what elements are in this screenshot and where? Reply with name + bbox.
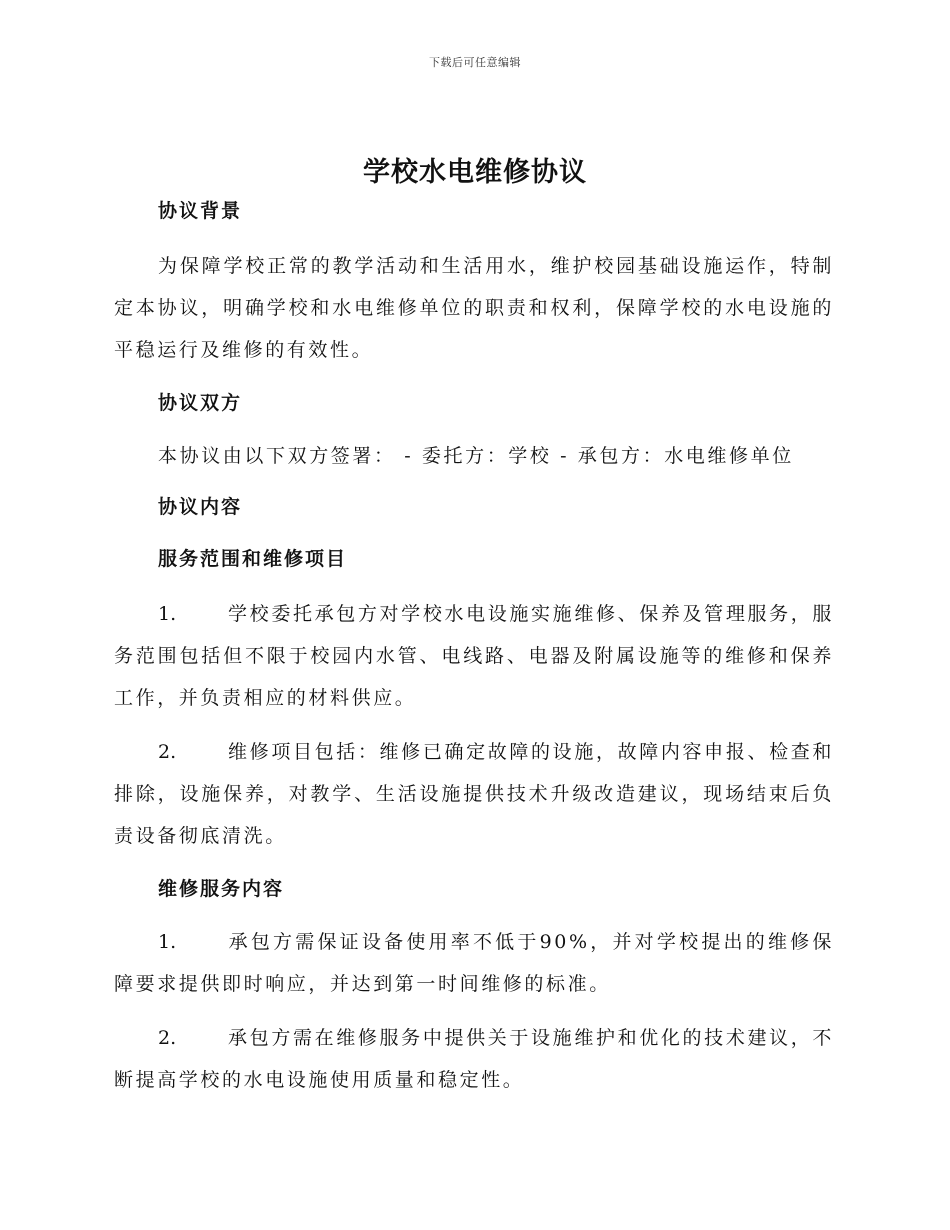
list-item-text: 学校委托承包方对学校水电设施实施维修、保养及管理服务，服务范围包括但不限于校园内水管、电线路、电器及附属设施等的维修和保养工作，并负责相应的材料供应。 bbox=[114, 603, 834, 709]
list-item-text: 维修项目包括：维修已确定故障的设施，故障内容申报、检查和排除，设施保养，对教学、生活设施提供技术升级改造建议，现场结束后负责设备彻底清洗。 bbox=[114, 741, 834, 847]
heading-service: 维修服务内容 bbox=[158, 878, 285, 900]
list-item-text: 承包方需保证设备使用率不低于90%，并对学校提出的维修保障要求提供即时响应，并达到第一时间维修的标准。 bbox=[114, 931, 834, 995]
list-item bbox=[114, 593, 834, 719]
list-item-text: 承包方需在维修服务中提供关于设施维护和优化的技术建议，不断提高学校的水电设施使用质量和稳定性。 bbox=[114, 1027, 834, 1091]
heading-content: 协议内容 bbox=[158, 496, 243, 518]
paragraph-background: 为保障学校正常的教学活动和生活用水，维护校园基础设施运作，特制定本协议，明确学校和水电维修单位的职责和权利，保障学校的水电设施的平稳运行及维修的有效性。 bbox=[114, 255, 834, 361]
document-body bbox=[114, 193, 834, 1101]
list-item-number: 1. bbox=[158, 603, 177, 625]
list-item-number: 2. bbox=[158, 1027, 177, 1049]
list-item-number: 2. bbox=[158, 741, 177, 763]
document-title: 学校水电维修协议 bbox=[363, 157, 587, 188]
list-item bbox=[114, 921, 834, 1005]
heading-parties: 协议双方 bbox=[158, 392, 243, 414]
list-item-number: 1. bbox=[158, 931, 177, 953]
paragraph-parties: 本协议由以下双方签署： - 委托方：学校 - 承包方：水电维修单位 bbox=[158, 445, 794, 467]
list-item bbox=[114, 1017, 834, 1101]
heading-background: 协议背景 bbox=[158, 200, 243, 222]
heading-scope: 服务范围和维修项目 bbox=[158, 548, 348, 570]
header-note: 下载后可任意编辑 bbox=[429, 56, 521, 69]
list-item bbox=[114, 731, 834, 857]
